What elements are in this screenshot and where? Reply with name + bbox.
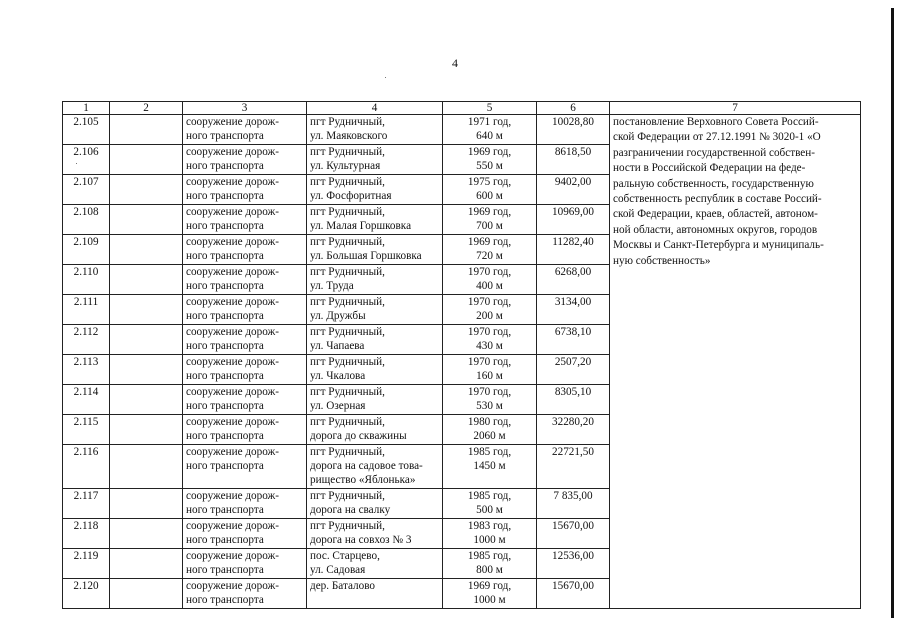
object-name-line: ного транспорта (186, 220, 264, 232)
header-row (63, 102, 861, 115)
year-length-cell (443, 325, 537, 355)
object-name-line: ного транспорта (186, 250, 264, 262)
year-length-line: 1969 год, (467, 580, 512, 592)
row-number: 2.111 (63, 295, 110, 325)
address-line: ул. Труда (310, 280, 354, 292)
year-length-line: 1975 год, (467, 176, 512, 188)
address-cell (307, 205, 443, 235)
year-length-line: 1983 год, (467, 520, 512, 532)
column-2-cell (110, 549, 183, 579)
address-line: дорога на совхоз № 3 (310, 534, 412, 546)
address-line: дорога на свалку (310, 504, 391, 516)
address-line: пос. Старцево, (310, 550, 380, 562)
row-number: 2.114 (63, 385, 110, 415)
object-name-line: сооружение дорож- (186, 490, 279, 502)
object-name-cell (183, 355, 307, 385)
value-cell: 3134,00 (537, 295, 610, 325)
year-length-cell (443, 145, 537, 175)
year-length-cell (443, 385, 537, 415)
row-number: 2.117 (63, 489, 110, 519)
year-length-cell (443, 295, 537, 325)
column-2-cell (110, 579, 183, 609)
value-cell: 9402,00 (537, 175, 610, 205)
legal-basis-line: ской Федерации от 27.12.1991 № 3020-1 «О (613, 131, 821, 144)
address-line: пгт Рудничный, (310, 446, 385, 458)
year-length-line: 400 м (476, 280, 503, 292)
year-length-cell (443, 445, 537, 489)
address-line: ул. Дружбы (310, 310, 366, 322)
year-length-cell (443, 519, 537, 549)
page-number: 4 (452, 56, 458, 70)
year-length-line: 430 м (476, 340, 503, 352)
year-length-line: 800 м (476, 564, 503, 576)
legal-basis-line: ральную собственность, государственную (613, 177, 814, 190)
address-line: ул. Фосфоритная (310, 190, 392, 202)
address-line: пгт Рудничный, (310, 266, 385, 278)
address-line: ул. Чапаева (310, 340, 365, 352)
row-number: 2.118 (63, 519, 110, 549)
legal-basis-line: ности в Российской Федерации на феде- (613, 162, 806, 175)
row-number: 2.105 (63, 115, 110, 145)
column-2-cell (110, 445, 183, 489)
year-length-line: 1969 год, (467, 206, 512, 218)
row-number: 2.109 (63, 235, 110, 265)
object-name-line: сооружение дорож- (186, 580, 279, 592)
column-header-2: 2 (110, 102, 183, 115)
object-name-line: сооружение дорож- (186, 356, 279, 368)
year-length-line: 1985 год, (467, 446, 512, 458)
legal-basis-line: постановление Верховного Совета Россий- (613, 116, 819, 128)
object-name-cell (183, 445, 307, 489)
object-name-cell (183, 325, 307, 355)
object-name-cell (183, 265, 307, 295)
address-line: ул. Озерная (310, 400, 366, 412)
column-2-cell (110, 115, 183, 145)
address-line: ул. Большая Горшковка (310, 250, 422, 262)
object-name-line: ного транспорта (186, 594, 264, 606)
address-line: пгт Рудничный, (310, 416, 385, 428)
address-line: пгт Рудничный, (310, 490, 385, 502)
address-line: пгт Рудничный, (310, 296, 385, 308)
year-length-line: 200 м (476, 310, 503, 322)
value-cell: 7 835,00 (537, 489, 610, 519)
legal-basis-cell (610, 115, 861, 609)
year-length-line: 500 м (476, 504, 503, 516)
year-length-cell (443, 415, 537, 445)
object-name-line: сооружение дорож- (186, 236, 279, 248)
value-cell: 8305,10 (537, 385, 610, 415)
legal-basis-line: ской Федерации, краев, областей, автоном- (613, 208, 818, 221)
address-line: пгт Рудничный, (310, 520, 385, 532)
column-2-cell (110, 415, 183, 445)
object-name-cell (183, 579, 307, 609)
object-name-line: ного транспорта (186, 130, 264, 142)
column-header-4: 4 (307, 102, 443, 115)
value-cell: 22721,50 (537, 445, 610, 489)
object-name-line: ного транспорта (186, 504, 264, 516)
address-line: ул. Чкалова (310, 370, 366, 382)
table-row (63, 115, 861, 145)
address-cell (307, 295, 443, 325)
value-cell: 2507,20 (537, 355, 610, 385)
object-name-line: ного транспорта (186, 340, 264, 352)
year-length-cell (443, 175, 537, 205)
object-name-cell (183, 295, 307, 325)
object-name-line: ного транспорта (186, 370, 264, 382)
value-cell: 6268,00 (537, 265, 610, 295)
object-name-cell (183, 205, 307, 235)
address-cell (307, 489, 443, 519)
value-cell: 15670,00 (537, 579, 610, 609)
year-length-line: 1985 год, (467, 550, 512, 562)
column-header-1: 1 (63, 102, 110, 115)
legal-basis-line: разграничении государственной собствен- (613, 146, 815, 159)
value-cell: 10969,00 (537, 205, 610, 235)
object-name-line: сооружение дорож- (186, 326, 279, 338)
address-line: пгт Рудничный, (310, 356, 385, 368)
row-number: 2.112 (63, 325, 110, 355)
object-name-cell (183, 145, 307, 175)
year-length-cell (443, 265, 537, 295)
address-cell (307, 549, 443, 579)
column-2-cell (110, 205, 183, 235)
row-number: 2.115 (63, 415, 110, 445)
row-number: 2.106 (63, 145, 110, 175)
year-length-line: 1000 м (473, 534, 506, 546)
column-header-5: 5 (443, 102, 537, 115)
address-line: ул. Маяковского (310, 130, 388, 142)
row-number: 2.107 (63, 175, 110, 205)
value-cell: 8618,50 (537, 145, 610, 175)
year-length-line: 1971 год, (467, 116, 512, 128)
column-2-cell (110, 325, 183, 355)
year-length-line: 1969 год, (467, 236, 512, 248)
address-cell (307, 519, 443, 549)
address-line: дорога на садовое това- (310, 460, 423, 472)
object-name-line: сооружение дорож- (186, 146, 279, 158)
address-cell (307, 385, 443, 415)
value-cell: 10028,80 (537, 115, 610, 145)
year-length-line: 1970 год, (467, 296, 512, 308)
object-name-line: ного транспорта (186, 310, 264, 322)
year-length-line: 1970 год, (467, 356, 512, 368)
legal-basis-line: ную собственность» (613, 254, 711, 267)
value-cell: 15670,00 (537, 519, 610, 549)
property-register-table (62, 101, 861, 609)
object-name-line: ного транспорта (186, 280, 264, 292)
address-cell (307, 579, 443, 609)
year-length-line: 1970 год, (467, 266, 512, 278)
address-line: пгт Рудничный, (310, 146, 385, 158)
row-number: 2.116 (63, 445, 110, 489)
column-2-cell (110, 355, 183, 385)
address-line: пгт Рудничный, (310, 326, 385, 338)
object-name-cell (183, 175, 307, 205)
object-name-line: сооружение дорож- (186, 116, 279, 128)
year-length-line: 160 м (476, 370, 503, 382)
value-cell: 32280,20 (537, 415, 610, 445)
row-number: 2.113 (63, 355, 110, 385)
address-line: пгт Рудничный, (310, 116, 385, 128)
object-name-line: сооружение дорож- (186, 520, 279, 532)
object-name-line: сооружение дорож- (186, 176, 279, 188)
address-line: ул. Садовая (310, 564, 366, 576)
address-cell (307, 325, 443, 355)
object-name-cell (183, 115, 307, 145)
object-name-line: ного транспорта (186, 190, 264, 202)
year-length-cell (443, 115, 537, 145)
object-name-line: сооружение дорож- (186, 446, 279, 458)
year-length-cell (443, 579, 537, 609)
column-header-3: 3 (183, 102, 307, 115)
address-cell (307, 175, 443, 205)
year-length-cell (443, 205, 537, 235)
year-length-line: 700 м (476, 220, 503, 232)
object-name-cell (183, 235, 307, 265)
year-length-line: 1970 год, (467, 386, 512, 398)
row-number: 2.110 (63, 265, 110, 295)
object-name-line: ного транспорта (186, 400, 264, 412)
year-length-line: 550 м (476, 160, 503, 172)
object-name-line: сооружение дорож- (186, 296, 279, 308)
year-length-line: 1985 год, (467, 490, 512, 502)
column-2-cell (110, 295, 183, 325)
year-length-cell (443, 549, 537, 579)
year-length-line: 1980 год, (467, 416, 512, 428)
object-name-line: сооружение дорож- (186, 416, 279, 428)
object-name-line: сооружение дорож- (186, 206, 279, 218)
address-line: ул. Малая Горшковка (310, 220, 412, 232)
object-name-cell (183, 519, 307, 549)
year-length-line: 1000 м (473, 594, 506, 606)
year-length-cell (443, 489, 537, 519)
address-cell (307, 265, 443, 295)
object-name-line: ного транспорта (186, 160, 264, 172)
object-name-cell (183, 549, 307, 579)
address-line: рищество «Яблонька» (310, 474, 416, 486)
address-line: пгт Рудничный, (310, 386, 385, 398)
address-cell (307, 355, 443, 385)
column-2-cell (110, 489, 183, 519)
table-body (63, 115, 861, 609)
object-name-cell (183, 489, 307, 519)
object-name-line: сооружение дорож- (186, 266, 279, 278)
object-name-line: ного транспорта (186, 460, 264, 472)
scan-speck (385, 77, 386, 78)
object-name-cell (183, 385, 307, 415)
year-length-cell (443, 355, 537, 385)
year-length-line: 1969 год, (467, 146, 512, 158)
column-2-cell (110, 265, 183, 295)
year-length-line: 2060 м (473, 430, 506, 442)
object-name-line: ного транспорта (186, 534, 264, 546)
column-2-cell (110, 235, 183, 265)
year-length-line: 600 м (476, 190, 503, 202)
year-length-line: 640 м (476, 130, 503, 142)
year-length-line: 720 м (476, 250, 503, 262)
column-2-cell (110, 145, 183, 175)
row-number: 2.119 (63, 549, 110, 579)
scan-edge-line (891, 8, 894, 618)
year-length-cell (443, 235, 537, 265)
year-length-line: 1970 год, (467, 326, 512, 338)
address-line: пгт Рудничный, (310, 236, 385, 248)
year-length-line: 530 м (476, 400, 503, 412)
value-cell: 11282,40 (537, 235, 610, 265)
value-cell: 6738,10 (537, 325, 610, 355)
address-cell (307, 235, 443, 265)
address-line: дорога до скважины (310, 430, 407, 442)
legal-basis-line: Москвы и Санкт-Петербурга и муниципаль- (613, 239, 824, 252)
object-name-line: ного транспорта (186, 564, 264, 576)
address-line: пгт Рудничный, (310, 206, 385, 218)
address-cell (307, 445, 443, 489)
address-cell (307, 115, 443, 145)
column-header-7: 7 (610, 102, 861, 115)
address-cell (307, 415, 443, 445)
column-2-cell (110, 175, 183, 205)
object-name-cell (183, 415, 307, 445)
year-length-line: 1450 м (473, 460, 506, 472)
address-line: ул. Культурная (310, 160, 381, 172)
object-name-line: сооружение дорож- (186, 550, 279, 562)
address-line: дер. Баталово (310, 580, 376, 592)
legal-basis-line: ной области, автономных округов, городов (613, 223, 818, 236)
legal-basis-line: собственность республик в составе Россий- (613, 193, 822, 206)
row-number: 2.120 (63, 579, 110, 609)
column-2-cell (110, 519, 183, 549)
column-2-cell (110, 385, 183, 415)
object-name-line: ного транспорта (186, 430, 264, 442)
value-cell: 12536,00 (537, 549, 610, 579)
object-name-line: сооружение дорож- (186, 386, 279, 398)
address-line: пгт Рудничный, (310, 176, 385, 188)
row-number: 2.108 (63, 205, 110, 235)
column-header-6: 6 (537, 102, 610, 115)
address-cell (307, 145, 443, 175)
